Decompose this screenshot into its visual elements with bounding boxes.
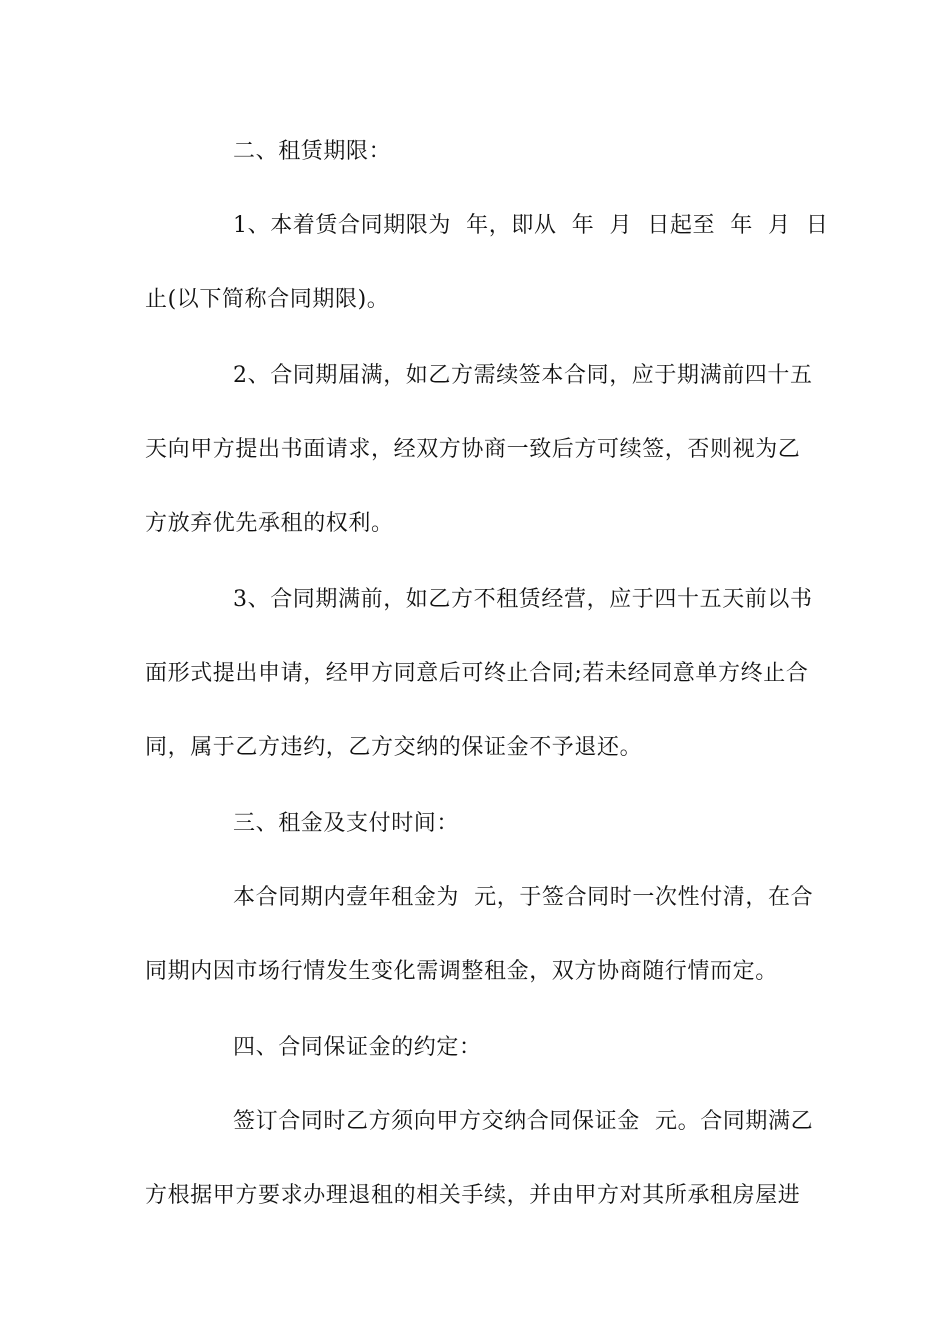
paragraph-line: 签订合同时乙方须向甲方交纳合同保证金 元。合同期满乙 (233, 1109, 814, 1134)
paragraph-line: 方根据甲方要求办理退租的相关手续，并由甲方对其所承租房屋进 (145, 1183, 801, 1208)
section-heading-deposit: 四、合同保证金的约定： (233, 1035, 482, 1060)
paragraph-line: 面形式提出申请，经甲方同意后可终止合同;若未经同意单方终止合 (145, 661, 809, 686)
paragraph-line: 同，属于乙方违约，乙方交纳的保证金不予退还。 (145, 735, 643, 760)
paragraph-line: 1、本着赁合同期限为 年，即从 年 月 日起至 年 月 日 (233, 213, 829, 238)
paragraph-line: 天向甲方提出书面请求，经双方协商一致后方可续签，否则视为乙 (145, 437, 801, 462)
paragraph-line: 3、合同期满前，如乙方不租赁经营，应于四十五天前以书 (233, 587, 813, 612)
paragraph-line: 同期内因市场行情发生变化需调整租金，双方协商随行情而定。 (145, 959, 778, 984)
section-heading-rent-payment: 三、租金及支付时间： (233, 811, 460, 836)
paragraph-line: 本合同期内壹年租金为 元，于签合同时一次性付清，在合 (233, 885, 814, 910)
section-heading-lease-term: 二、租赁期限： (233, 139, 392, 164)
paragraph-line: 方放弃优先承租的权利。 (145, 511, 394, 536)
paragraph-line: 2、合同期届满，如乙方需续签本合同，应于期满前四十五 (233, 363, 813, 388)
paragraph-line: 止(以下简称合同期限)。 (145, 287, 390, 312)
